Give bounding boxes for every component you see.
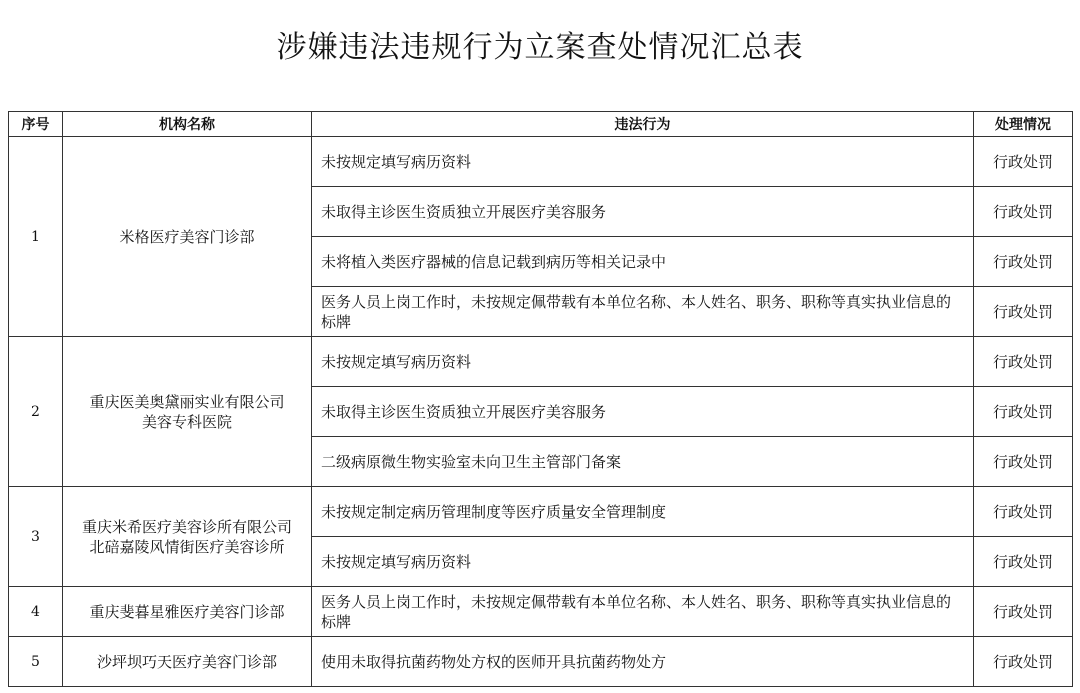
org-name (63, 337, 312, 487)
handling-result: 行政处罚 (974, 387, 1073, 437)
org-name (63, 137, 312, 337)
handling-result: 行政处罚 (974, 537, 1073, 587)
page-title: 涉嫌违法违规行为立案查处情况汇总表 (276, 30, 804, 65)
handling-result: 行政处罚 (974, 487, 1073, 537)
org-name-line: 美容专科医院 (141, 412, 232, 431)
header-behavior: 违法行为 (312, 112, 974, 137)
org-name-line: 北碚嘉陵风情街医疗美容诊所 (89, 537, 285, 556)
handling-result: 行政处罚 (974, 637, 1073, 687)
handling-result: 行政处罚 (974, 437, 1073, 487)
violation-behavior: 二级病原微生物实验室未向卫生主管部门备案 (312, 437, 974, 487)
summary-table (8, 111, 1073, 687)
violation-behavior: 医务人员上岗工作时，未按规定佩带载有本单位名称、本人姓名、职务、职称等真实执业信息的标牌 (312, 287, 974, 337)
row-index: 2 (9, 337, 63, 487)
org-name-line: 米格医疗美容门诊部 (119, 227, 255, 246)
org-name (63, 587, 312, 637)
org-name-line: 重庆米希医疗美容诊所有限公司 (81, 517, 292, 536)
org-name (63, 637, 312, 687)
org-name-line: 重庆医美奥黛丽实业有限公司 (89, 392, 285, 411)
table-row (9, 587, 1073, 637)
row-index: 4 (9, 587, 63, 637)
violation-behavior: 未按规定制定病历管理制度等医疗质量安全管理制度 (312, 487, 974, 537)
org-name-line: 重庆斐暮星雅医疗美容门诊部 (89, 602, 285, 621)
violation-behavior: 未取得主诊医生资质独立开展医疗美容服务 (312, 187, 974, 237)
header-row (9, 112, 1073, 137)
violation-behavior: 医务人员上岗工作时，未按规定佩带载有本单位名称、本人姓名、职务、职称等真实执业信息的标牌 (312, 587, 974, 637)
header-org: 机构名称 (63, 112, 312, 137)
violation-behavior: 未将植入类医疗器械的信息记载到病历等相关记录中 (312, 237, 974, 287)
handling-result: 行政处罚 (974, 137, 1073, 187)
table-row (9, 487, 1073, 537)
violation-behavior: 未取得主诊医生资质独立开展医疗美容服务 (312, 387, 974, 437)
violation-behavior: 未按规定填写病历资料 (312, 537, 974, 587)
handling-result: 行政处罚 (974, 287, 1073, 337)
org-name-line: 沙坪坝巧天医疗美容门诊部 (96, 652, 277, 671)
header-result: 处理情况 (974, 112, 1073, 137)
handling-result: 行政处罚 (974, 587, 1073, 637)
table-row (9, 337, 1073, 387)
handling-result: 行政处罚 (974, 237, 1073, 287)
violation-behavior: 未按规定填写病历资料 (312, 337, 974, 387)
violation-behavior: 使用未取得抗菌药物处方权的医师开具抗菌药物处方 (312, 637, 974, 687)
row-index: 3 (9, 487, 63, 587)
row-index: 1 (9, 137, 63, 337)
org-name (63, 487, 312, 587)
violation-behavior: 未按规定填写病历资料 (312, 137, 974, 187)
table-row (9, 637, 1073, 687)
table-row (9, 137, 1073, 187)
header-index: 序号 (9, 112, 63, 137)
row-index: 5 (9, 637, 63, 687)
table-body (9, 137, 1073, 687)
handling-result: 行政处罚 (974, 337, 1073, 387)
handling-result: 行政处罚 (974, 187, 1073, 237)
